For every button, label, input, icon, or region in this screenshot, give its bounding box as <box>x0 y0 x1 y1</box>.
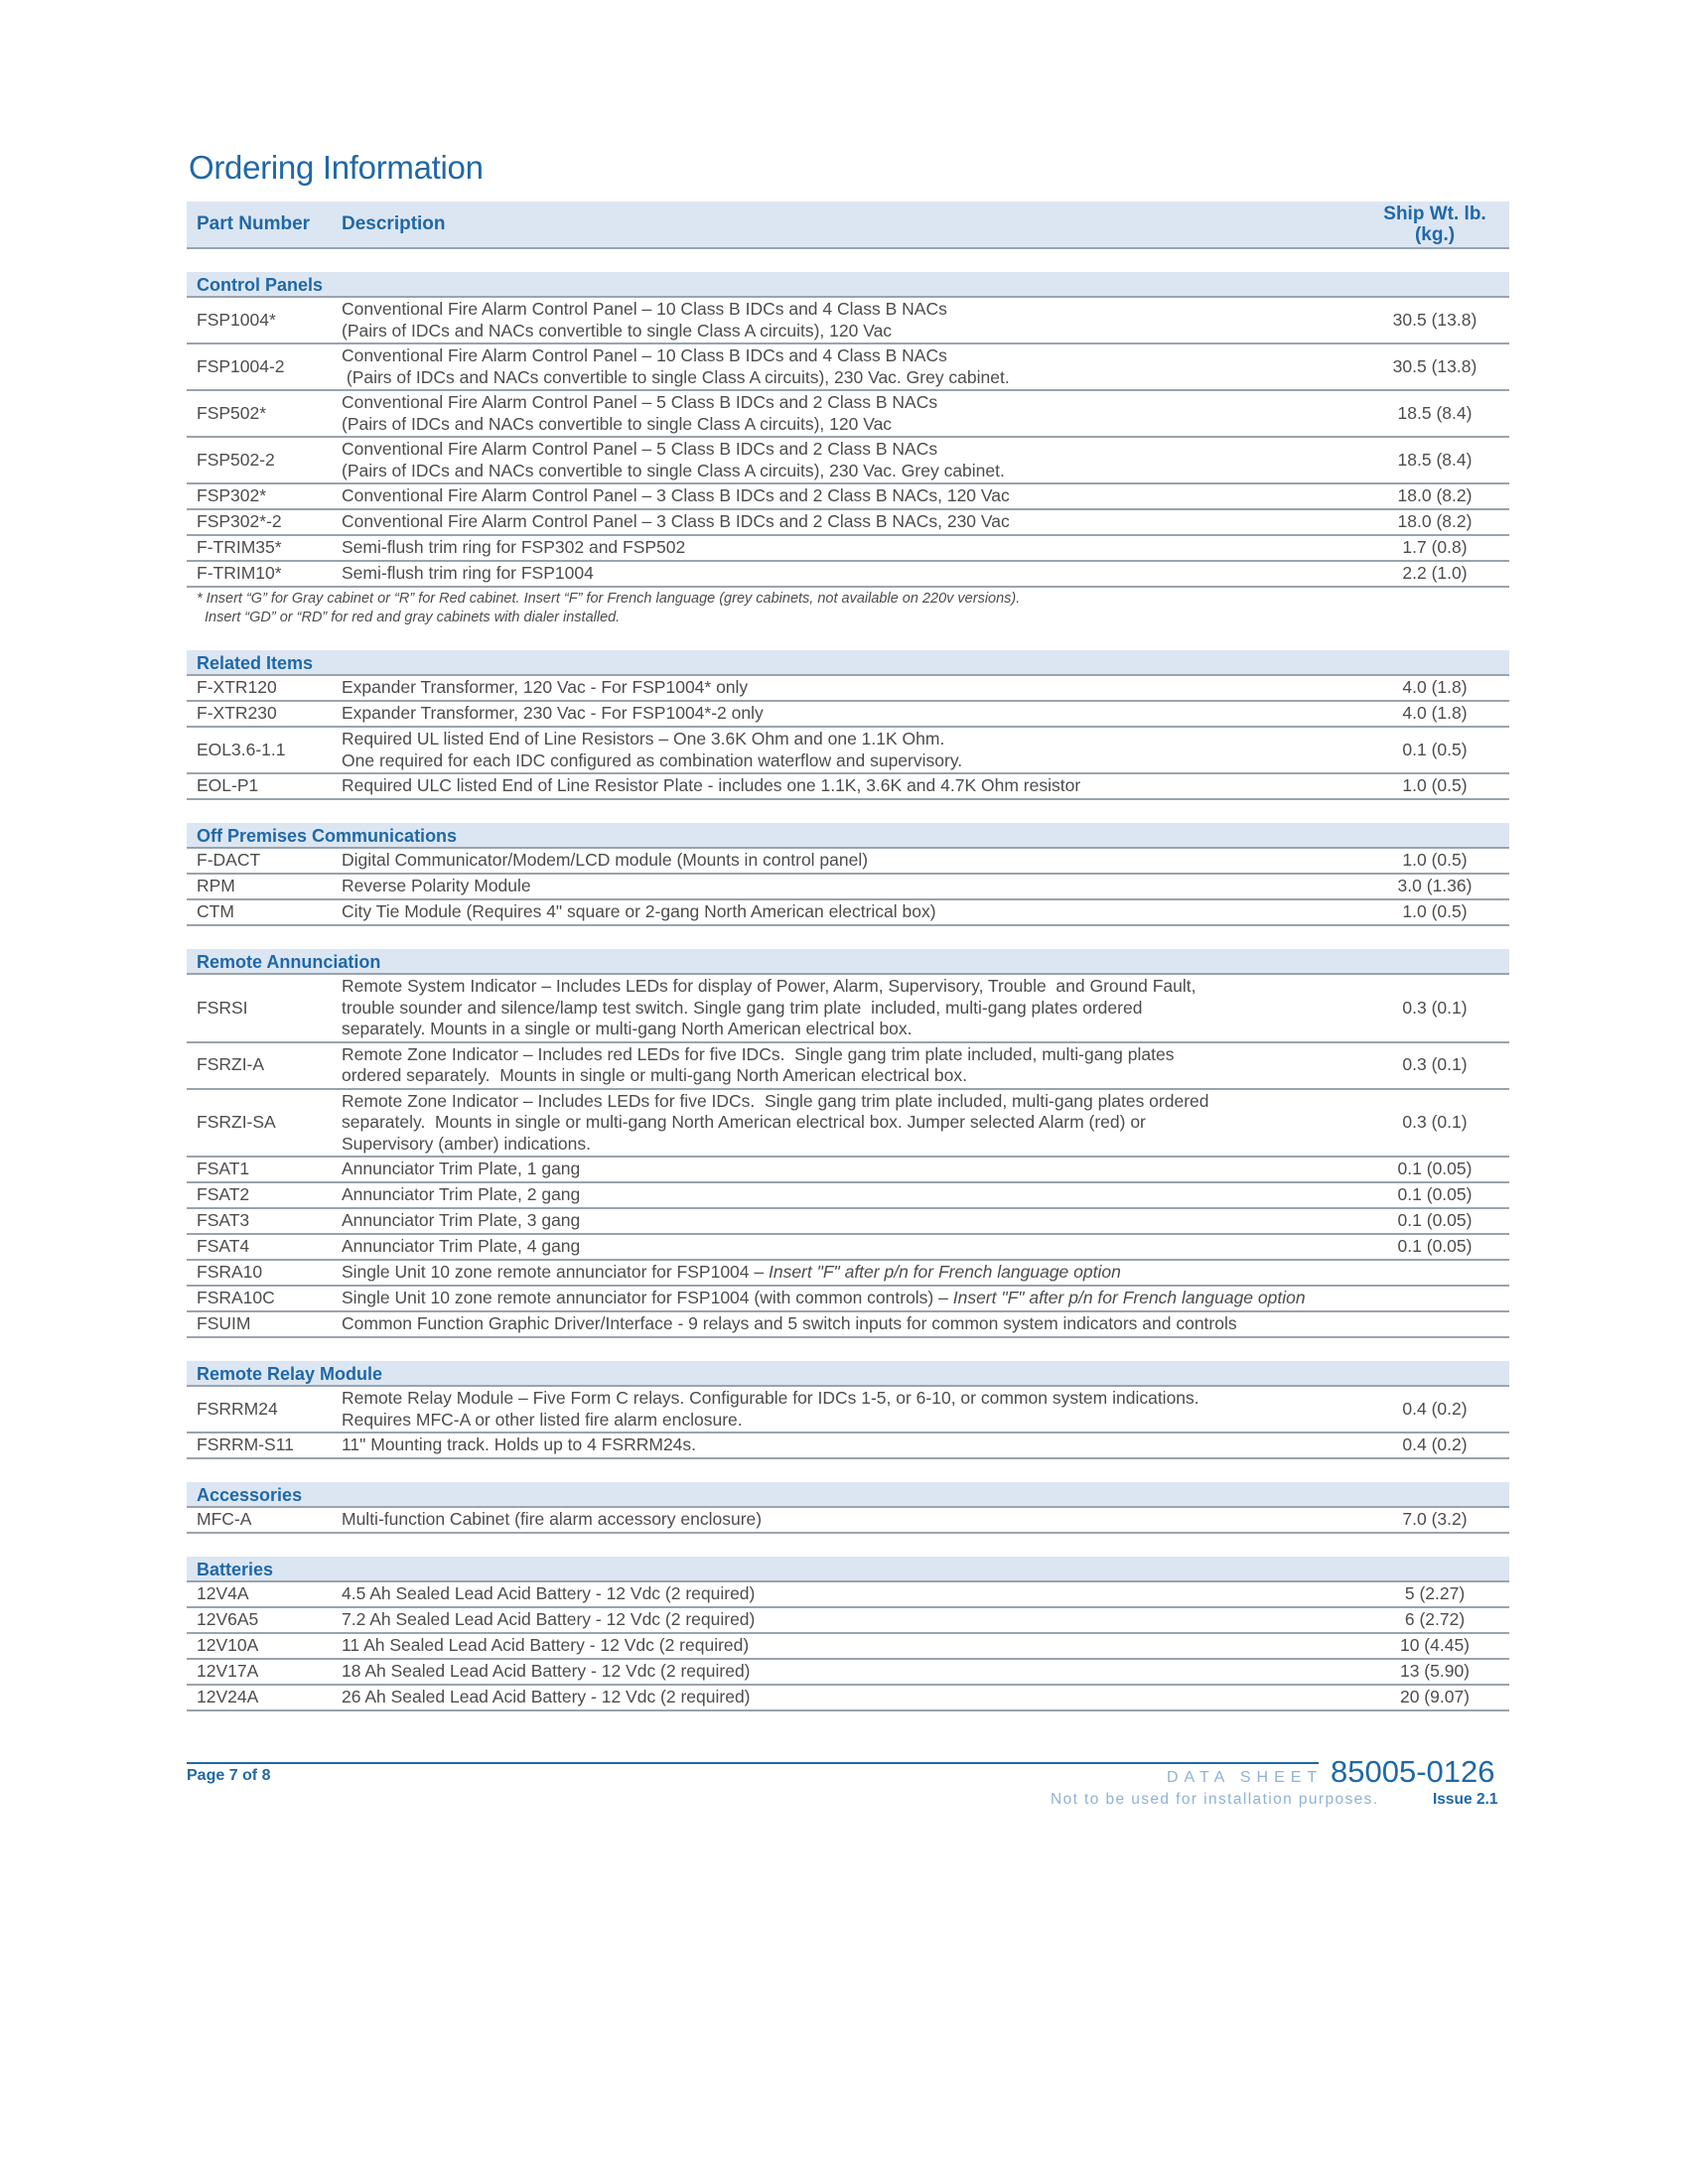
table-row <box>187 975 1509 1043</box>
description-text: Digital Communicator/Modem/LCD module (Mounts in control panel) <box>342 850 869 871</box>
part-number: FSRZI-A <box>197 1054 265 1075</box>
description <box>342 345 1360 388</box>
description-text: Conventional Fire Alarm Control Panel – 5 Class B IDCs and 2 Class B NACs <box>342 392 938 412</box>
part-number: F-TRIM10* <box>197 563 282 584</box>
description-line <box>342 976 1352 998</box>
description <box>342 1210 1360 1232</box>
part-number: 12V6A5 <box>197 1609 259 1630</box>
description-text: Conventional Fire Alarm Control Panel – 10 Class B IDCs and 4 Class B NACs <box>342 345 947 365</box>
description-text: Conventional Fire Alarm Control Panel – 5 Class B IDCs and 2 Class B NACs <box>342 439 938 459</box>
description <box>342 1661 1360 1683</box>
ship-weight: 6 (2.72) <box>1404 1609 1466 1630</box>
description <box>342 1434 1360 1456</box>
section-title: Control Panels <box>187 272 1509 298</box>
description-line <box>342 321 1352 342</box>
description-line <box>342 1019 1352 1040</box>
description-line <box>342 1112 1352 1134</box>
description-text: Conventional Fire Alarm Control Panel – 3 Class B IDCs and 2 Class B NACs, 120 Vac <box>342 485 1010 506</box>
description <box>342 703 1360 725</box>
part-number: 12V10A <box>197 1635 259 1656</box>
description <box>342 511 1360 533</box>
ship-weight: 1.7 (0.8) <box>1402 537 1468 558</box>
part-number: FSUIM <box>197 1313 251 1334</box>
page-number: Page 7 of 8 <box>187 1767 271 1784</box>
ship-weight: 18.5 (8.4) <box>1397 402 1473 423</box>
description-line <box>342 1434 1352 1456</box>
part-number: FSRSI <box>197 997 248 1018</box>
section-title: Off Premises Communications <box>187 823 1509 849</box>
ship-weight: 0.4 (0.2) <box>1402 1434 1468 1455</box>
table-row <box>187 344 1509 391</box>
part-number: FSAT1 <box>197 1159 250 1179</box>
description <box>342 850 1360 872</box>
description <box>342 901 1360 923</box>
control-panels-note: * Insert “G” for Gray cabinet or “R” for Red cabinet. Insert “F” for French language (grey cabinets, not available on 220v versions). Insert “GD” or “RD” for red and gray cabinets with dialer installed. <box>197 591 1021 625</box>
description-text: 7.2 Ah Sealed Lead Acid Battery - 12 Vdc (2 required) <box>342 1609 756 1630</box>
table-row <box>187 1508 1509 1534</box>
description <box>342 485 1360 507</box>
description <box>342 439 1360 481</box>
table-row <box>187 1158 1509 1183</box>
section-remote-annunciation <box>187 949 1509 1338</box>
table-row <box>187 391 1509 438</box>
part-number: F-DACT <box>197 850 261 871</box>
ship-weight: 4.0 (1.8) <box>1402 677 1468 698</box>
description-line <box>342 299 1352 321</box>
description-text: Remote System Indicator – Includes LEDs for display of Power, Alarm, Supervisory, Trouble and Ground Fault, <box>342 976 1196 996</box>
description-text: Conventional Fire Alarm Control Panel – 10 Class B IDCs and 4 Class B NACs <box>342 299 947 319</box>
description <box>342 1635 1360 1657</box>
ship-weight: 4.0 (1.8) <box>1402 703 1468 724</box>
table-row <box>187 536 1509 562</box>
ship-weight: 7.0 (3.2) <box>1402 1509 1468 1530</box>
table-row <box>187 438 1509 484</box>
description-line <box>342 1184 1352 1206</box>
description-text: Remote Relay Module – Five Form C relays. Configurable for IDCs 1-5, or 6-10, or common system indications. <box>342 1388 1199 1408</box>
ship-weight: 20 (9.07) <box>1399 1687 1471 1707</box>
table-row <box>187 875 1509 900</box>
description-line <box>342 1262 1352 1284</box>
description-line <box>342 1388 1352 1410</box>
description-text: Single Unit 10 zone remote annunciator for FSP1004 (with common controls) – <box>342 1288 953 1308</box>
part-number: FSAT2 <box>197 1184 250 1205</box>
description-line <box>342 729 1352 751</box>
description-line <box>342 1661 1352 1683</box>
description-text: Annunciator Trim Plate, 3 gang <box>342 1210 581 1231</box>
description-text: Semi-flush trim ring for FSP302 and FSP502 <box>342 537 686 558</box>
description-text: Common Function Graphic Driver/Interface - 9 relays and 5 switch inputs for common system indicators and controls <box>342 1313 1237 1334</box>
description <box>342 299 1360 341</box>
part-number: CTM <box>197 901 234 922</box>
description-text: Conventional Fire Alarm Control Panel – 3 Class B IDCs and 2 Class B NACs, 230 Vac <box>342 511 1010 532</box>
ship-weight: 18.0 (8.2) <box>1397 511 1473 532</box>
header-description: Description <box>342 213 446 234</box>
table-row <box>187 676 1509 702</box>
part-number: EOL-P1 <box>197 775 259 796</box>
description-line <box>342 703 1352 725</box>
description-line <box>342 367 1352 389</box>
ship-weight: 18.5 (8.4) <box>1397 449 1473 470</box>
disclaimer: Not to be used for installation purposes. <box>1051 1791 1379 1808</box>
description <box>342 563 1360 585</box>
section-title: Batteries <box>187 1557 1509 1582</box>
table-row <box>187 774 1509 800</box>
description-line <box>342 511 1352 533</box>
description-line <box>342 1609 1352 1631</box>
description-text: Single Unit 10 zone remote annunciator for FSP1004 – <box>342 1262 769 1283</box>
description-text: Annunciator Trim Plate, 2 gang <box>342 1184 581 1205</box>
description-line <box>342 1134 1352 1156</box>
description <box>342 1091 1360 1156</box>
table-row <box>187 562 1509 588</box>
ship-weight: 2.2 (1.0) <box>1402 563 1468 584</box>
table-row <box>187 1387 1509 1433</box>
description <box>342 1288 1360 1309</box>
description-text: 11 Ah Sealed Lead Acid Battery - 12 Vdc (2 required) <box>342 1635 750 1656</box>
table-row <box>187 728 1509 774</box>
ship-weight: 0.1 (0.5) <box>1402 739 1468 759</box>
table-row <box>187 1312 1509 1338</box>
header-part-number: Part Number <box>197 213 311 234</box>
description-line <box>342 751 1352 772</box>
part-number: FSP1004-2 <box>197 355 285 376</box>
description-line <box>342 677 1352 699</box>
description <box>342 1236 1360 1258</box>
description <box>342 1262 1360 1284</box>
description-text: ordered separately. Mounts in single or multi-gang North American electrical box. <box>342 1065 967 1085</box>
description-line <box>342 1044 1352 1066</box>
description-line <box>342 1509 1352 1531</box>
table-row <box>187 900 1509 926</box>
description <box>342 537 1360 559</box>
description-text: 18 Ah Sealed Lead Acid Battery - 12 Vdc (2 required) <box>342 1661 751 1682</box>
description-line <box>342 1210 1352 1232</box>
ship-weight: 30.5 (13.8) <box>1392 309 1477 330</box>
description-line <box>342 537 1352 559</box>
description-text: Supervisory (amber) indications. <box>342 1133 591 1154</box>
description-text: One required for each IDC configured as combination waterflow and supervisory. <box>342 750 963 770</box>
description-text: separately. Mounts in a single or multi-gang North American electrical box. <box>342 1019 913 1038</box>
table-row <box>187 510 1509 536</box>
table-row <box>187 1261 1509 1287</box>
description-line <box>342 1159 1352 1180</box>
table-row <box>187 1608 1509 1634</box>
table-row <box>187 702 1509 728</box>
ship-weight: 0.1 (0.05) <box>1397 1184 1473 1205</box>
description-text: separately. Mounts in single or multi-gang North American electrical box. Jumper selected Alarm (red) or <box>342 1112 1146 1132</box>
description <box>342 1583 1360 1605</box>
description-text: Remote Zone Indicator – Includes red LEDs for five IDCs. Single gang trim plate included, multi-gang plates <box>342 1043 1175 1064</box>
description-line <box>342 1583 1352 1605</box>
ship-weight: 1.0 (0.5) <box>1402 775 1468 796</box>
description-text: Annunciator Trim Plate, 4 gang <box>342 1236 581 1257</box>
description-text: Requires MFC-A or other listed fire alarm enclosure. <box>342 1409 743 1430</box>
description-line <box>342 1065 1352 1087</box>
description-text: Expander Transformer, 230 Vac - For FSP1004*-2 only <box>342 703 764 724</box>
table-row <box>187 1582 1509 1608</box>
table-row <box>187 1183 1509 1209</box>
ship-weight: 1.0 (0.5) <box>1402 901 1468 922</box>
description <box>342 1159 1360 1180</box>
ship-weight: 10 (4.45) <box>1399 1635 1471 1656</box>
description-line <box>342 439 1352 461</box>
table-row <box>187 1686 1509 1711</box>
part-number: 12V4A <box>197 1583 249 1604</box>
part-number: FSP502* <box>197 402 267 423</box>
description-text: Required UL listed End of Line Resistors – One 3.6K Ohm and one 1.1K Ohm. <box>342 729 945 749</box>
ship-weight: 0.1 (0.05) <box>1397 1159 1473 1179</box>
description-text: 4.5 Ah Sealed Lead Acid Battery - 12 Vdc (2 required) <box>342 1583 756 1604</box>
description-line <box>342 392 1352 414</box>
description-line <box>342 1635 1352 1657</box>
description-line <box>342 1410 1352 1432</box>
description-line <box>342 414 1352 436</box>
description <box>342 775 1360 797</box>
section-accessories <box>187 1482 1509 1534</box>
section-title: Remote Annunciation <box>187 949 1509 975</box>
section-remote-relay <box>187 1361 1509 1459</box>
description-text: (Pairs of IDCs and NACs convertible to single Class A circuits), 120 Vac <box>342 320 893 341</box>
data-sheet-label: DATA SHEET <box>1167 1769 1324 1786</box>
description-text: Remote Zone Indicator – Includes LEDs for five IDCs. Single gang trim plate included, multi-gang plates ordered <box>342 1090 1209 1111</box>
description <box>342 392 1360 435</box>
description <box>342 976 1360 1040</box>
ship-weight: 0.3 (0.1) <box>1402 1054 1468 1075</box>
page-title: Ordering Information <box>189 149 484 186</box>
description-text: City Tie Module (Requires 4" square or 2-gang North American electrical box) <box>342 901 936 922</box>
description-line <box>342 998 1352 1020</box>
table-row <box>187 1235 1509 1261</box>
part-number: FSP302*-2 <box>197 511 282 532</box>
part-number: FSP502-2 <box>197 449 275 470</box>
description-text: 11" Mounting track. Holds up to 4 FSRRM24s. <box>342 1434 697 1455</box>
part-number: RPM <box>197 876 235 896</box>
table-row <box>187 849 1509 875</box>
section-batteries <box>187 1557 1509 1711</box>
section-related-items <box>187 650 1509 800</box>
document-number: 85005-0126 <box>1331 1754 1495 1789</box>
ship-weight: 0.3 (0.1) <box>1402 997 1468 1018</box>
description <box>342 1687 1360 1708</box>
ship-weight: 0.4 (0.2) <box>1402 1398 1468 1419</box>
description-text: (Pairs of IDCs and NACs convertible to single Class A circuits), 120 Vac <box>342 413 893 434</box>
ship-weight: 13 (5.90) <box>1399 1661 1471 1682</box>
description-line <box>342 563 1352 585</box>
part-number: FSP302* <box>197 485 267 506</box>
description <box>342 1509 1360 1531</box>
description-italic-note: Insert "F" after p/n for French language option <box>768 1262 1121 1283</box>
section-title: Accessories <box>187 1482 1509 1508</box>
ordering-table <box>187 202 1509 1711</box>
ship-weight: 18.0 (8.2) <box>1397 485 1473 506</box>
part-number: FSRRM24 <box>197 1398 278 1419</box>
description-text: Semi-flush trim ring for FSP1004 <box>342 563 594 584</box>
description <box>342 1184 1360 1206</box>
description <box>342 1609 1360 1631</box>
part-number: 12V24A <box>197 1687 259 1707</box>
ship-weight: 3.0 (1.36) <box>1397 876 1473 896</box>
section-title: Remote Relay Module <box>187 1361 1509 1387</box>
description-line <box>342 1288 1352 1309</box>
description <box>342 1313 1360 1335</box>
description-line <box>342 1687 1352 1708</box>
section-control-panels <box>187 272 1509 588</box>
part-number: 12V17A <box>197 1661 259 1682</box>
table-header <box>187 202 1509 249</box>
footer-rule <box>187 1762 1319 1764</box>
description-line <box>342 461 1352 482</box>
part-number: MFC-A <box>197 1509 252 1530</box>
description-text: Expander Transformer, 120 Vac - For FSP1004* only <box>342 677 749 698</box>
description-text: Reverse Polarity Module <box>342 876 531 896</box>
table-row <box>187 1043 1509 1090</box>
table-row <box>187 298 1509 344</box>
ship-weight: 1.0 (0.5) <box>1402 850 1468 871</box>
part-number: F-TRIM35* <box>197 537 282 558</box>
ship-weight: 30.5 (13.8) <box>1392 355 1477 376</box>
section-off-premises <box>187 823 1509 926</box>
part-number: FSRA10C <box>197 1288 275 1308</box>
ship-weight: 0.1 (0.05) <box>1397 1236 1473 1257</box>
description-text: Annunciator Trim Plate, 1 gang <box>342 1159 581 1179</box>
table-row <box>187 484 1509 510</box>
table-row <box>187 1433 1509 1459</box>
description-line <box>342 901 1352 923</box>
header-ship-weight: Ship Wt. lb. (kg.) <box>1383 204 1486 245</box>
part-number: FSAT3 <box>197 1210 250 1231</box>
part-number: F-XTR120 <box>197 677 277 698</box>
description-line <box>342 485 1352 507</box>
description-line <box>342 850 1352 872</box>
table-row <box>187 1660 1509 1686</box>
part-number: FSP1004* <box>197 309 276 330</box>
part-number: FSAT4 <box>197 1236 250 1257</box>
description-line <box>342 345 1352 367</box>
description-line <box>342 775 1352 797</box>
issue-number: Issue 2.1 <box>1433 1791 1498 1808</box>
description-text: Required ULC listed End of Line Resistor Plate - includes one 1.1K, 3.6K and 4.7K Ohm resistor <box>342 775 1081 796</box>
ship-weight: 0.1 (0.05) <box>1397 1210 1473 1231</box>
description <box>342 1044 1360 1087</box>
ship-weight: 0.3 (0.1) <box>1402 1112 1468 1132</box>
description-text: trouble sounder and silence/lamp test switch. Single gang trim plate included, multi-gang plates ordered <box>342 997 1143 1018</box>
description <box>342 876 1360 897</box>
part-number: FSRRM-S11 <box>197 1434 294 1455</box>
description-line <box>342 876 1352 897</box>
description <box>342 677 1360 699</box>
description-text: 26 Ah Sealed Lead Acid Battery - 12 Vdc (2 required) <box>342 1687 751 1707</box>
description-text: (Pairs of IDCs and NACs convertible to single Class A circuits), 230 Vac. Grey cabinet. <box>342 366 1010 387</box>
description-line <box>342 1236 1352 1258</box>
ship-weight: 5 (2.27) <box>1404 1583 1466 1604</box>
table-row <box>187 1287 1509 1312</box>
part-number: F-XTR230 <box>197 703 277 724</box>
description-line <box>342 1313 1352 1335</box>
description <box>342 729 1360 771</box>
description-line <box>342 1091 1352 1113</box>
part-number: FSRA10 <box>197 1262 263 1283</box>
part-number: EOL3.6-1.1 <box>197 739 286 759</box>
description-italic-note: Insert "F" after p/n for French language option <box>952 1288 1306 1308</box>
description-text: Multi-function Cabinet (fire alarm accessory enclosure) <box>342 1509 763 1530</box>
table-row <box>187 1090 1509 1159</box>
description <box>342 1388 1360 1431</box>
section-title: Related Items <box>187 650 1509 676</box>
table-row <box>187 1634 1509 1660</box>
description-text: (Pairs of IDCs and NACs convertible to single Class A circuits), 230 Vac. Grey cabinet. <box>342 460 1005 480</box>
part-number: FSRZI-SA <box>197 1112 276 1132</box>
table-row <box>187 1209 1509 1235</box>
